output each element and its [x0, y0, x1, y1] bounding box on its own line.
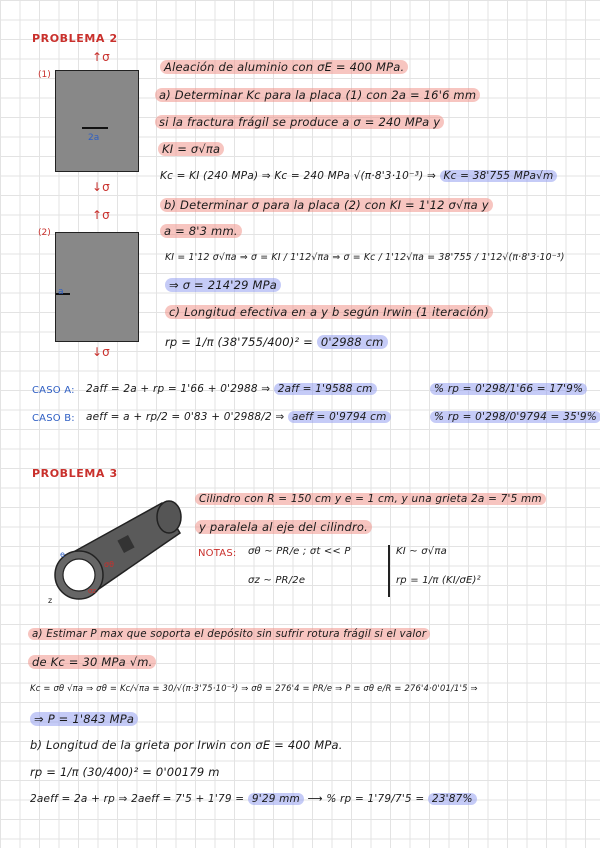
p3-b-pct: 23'87% [428, 793, 477, 805]
plate1-bottom-arrow: ↓σ [92, 180, 110, 194]
caso-a-eq: 2aff = 2a + rp = 1'66 + 0'2988 ⇒ [86, 383, 271, 395]
p2-a-line3: KI = σ√πa [158, 142, 224, 156]
plate2-crack-label: a [58, 287, 64, 297]
plate2 [55, 232, 139, 342]
notes-label: NOTAS: [198, 548, 237, 559]
caso-a-pct: % rp = 0'298/1'66 = 17'9% [430, 383, 587, 395]
caso-b-label: CASO B: [32, 413, 75, 424]
p3-a-eq: Kc = σθ √πa ⇒ σθ = Kc/√πa = 30/√(π·3'75·10⁻³) ⇒ σθ = 276'4 = PR/e ⇒ P = σθ e/R = 276'4·0'01/1'5 ⇒ [30, 683, 478, 693]
problem2-title: PROBLEMA 2 [32, 32, 118, 45]
caso-b-pct: % rp = 0'298/0'9794 = 35'9% [430, 411, 600, 423]
p2-c-line1: c) Longitud efectiva en a y b según Irwin (1 iteración) [165, 305, 493, 319]
plate1-crack-label: 2a [88, 133, 100, 143]
p3-b-line1: b) Longitud de la grieta por Irwin con σE = 400 MPa. [30, 738, 343, 752]
sigma-symbol: σ [102, 208, 110, 222]
p2-a-result: Kc = 38'755 MPa√m [440, 170, 558, 182]
p3-intro1: Cilindro con R = 150 cm y e = 1 cm, y una grieta 2a = 7'5 mm [195, 493, 546, 505]
sigma-symbol: σ [102, 180, 110, 194]
p2-b-result: ⇒ σ = 214'29 MPa [165, 278, 281, 292]
plate2-label: (2) [38, 228, 51, 238]
note3: KI ~ σ√πa [396, 546, 447, 557]
plate2-top-arrow: ↑σ [92, 208, 110, 222]
plate1-crack [82, 127, 108, 129]
p3-b-res: 9'29 mm [248, 793, 304, 805]
p2-c-result: 0'2988 cm [317, 335, 388, 349]
p3-b-pct-eq: ⟶ % rp = 1'79/7'5 = [307, 793, 425, 805]
p2-b-line2: a = 8'3 mm. [160, 224, 242, 238]
cyl-sigma-z: σz [88, 587, 97, 595]
cyl-z: z [48, 596, 53, 605]
plate1 [55, 70, 139, 172]
p3-a-line2: de Kc = 30 MPa √m. [28, 655, 156, 669]
p2-b-eq: KI = 1'12 σ√πa ⇒ σ = KI / 1'12√πa ⇒ σ = Kc / 1'12√πa = 38'755 / 1'12√(π·8'3·10⁻³) [165, 252, 565, 263]
p3-a-result: ⇒ P = 1'843 MPa [30, 712, 138, 726]
plate2-bottom-arrow: ↓σ [92, 345, 110, 359]
caso-a-res: 2aff = 1'9588 cm [274, 383, 377, 395]
cyl-sigma-theta: σθ [104, 560, 114, 569]
p3-a-line1: a) Estimar P max que soporta el depósito sin sufrir rotura frágil si el valor [28, 628, 430, 640]
cylinder-end [157, 501, 181, 533]
p2-c-eq: rp = 1/π (38'755/400)² = [165, 335, 313, 349]
p2-a-eq: Kc = KI (240 MPa) ⇒ Kc = 240 MPa √(π·8'3·10⁻³) ⇒ [160, 170, 436, 182]
problem3-title: PROBLEMA 3 [32, 467, 118, 480]
cyl-e: e [60, 550, 65, 559]
note4: rp = 1/π (KI/σE)² [396, 575, 481, 586]
caso-b-res: aeff = 0'9794 cm [288, 411, 391, 423]
sigma-symbol: σ [102, 345, 110, 359]
p2-a-line1: a) Determinar Kc para la placa (1) con 2a = 16'6 mm [155, 88, 480, 102]
cylinder-diagram [40, 495, 190, 610]
p3-intro2: y paralela al eje del cilindro. [195, 520, 372, 534]
p2-intro: Aleación de aluminio con σE = 400 MPa. [160, 60, 408, 74]
p2-b-line1: b) Determinar σ para la placa (2) con KI = 1'12 σ√πa y [160, 198, 493, 212]
plate1-label: (1) [38, 70, 51, 80]
sigma-symbol: σ [102, 50, 110, 64]
note2: σz ~ PR/2e [248, 575, 306, 586]
notes-divider [388, 545, 390, 597]
caso-a-label: CASO A: [32, 385, 75, 396]
p2-a-line2: si la fractura frágil se produce a σ = 240 MPa y [155, 115, 444, 129]
p3-b-eq2: 2aeff = 2a + rp ⇒ 2aeff = 7'5 + 1'79 = [30, 793, 245, 805]
note1: σθ ~ PR/e ; σt << P [248, 546, 351, 557]
caso-b-eq: aeff = a + rp/2 = 0'83 + 0'2988/2 ⇒ [86, 411, 285, 423]
plate1-top-arrow: ↑σ [92, 50, 110, 64]
p3-b-eq: rp = 1/π (30/400)² = 0'00179 m [30, 765, 220, 779]
